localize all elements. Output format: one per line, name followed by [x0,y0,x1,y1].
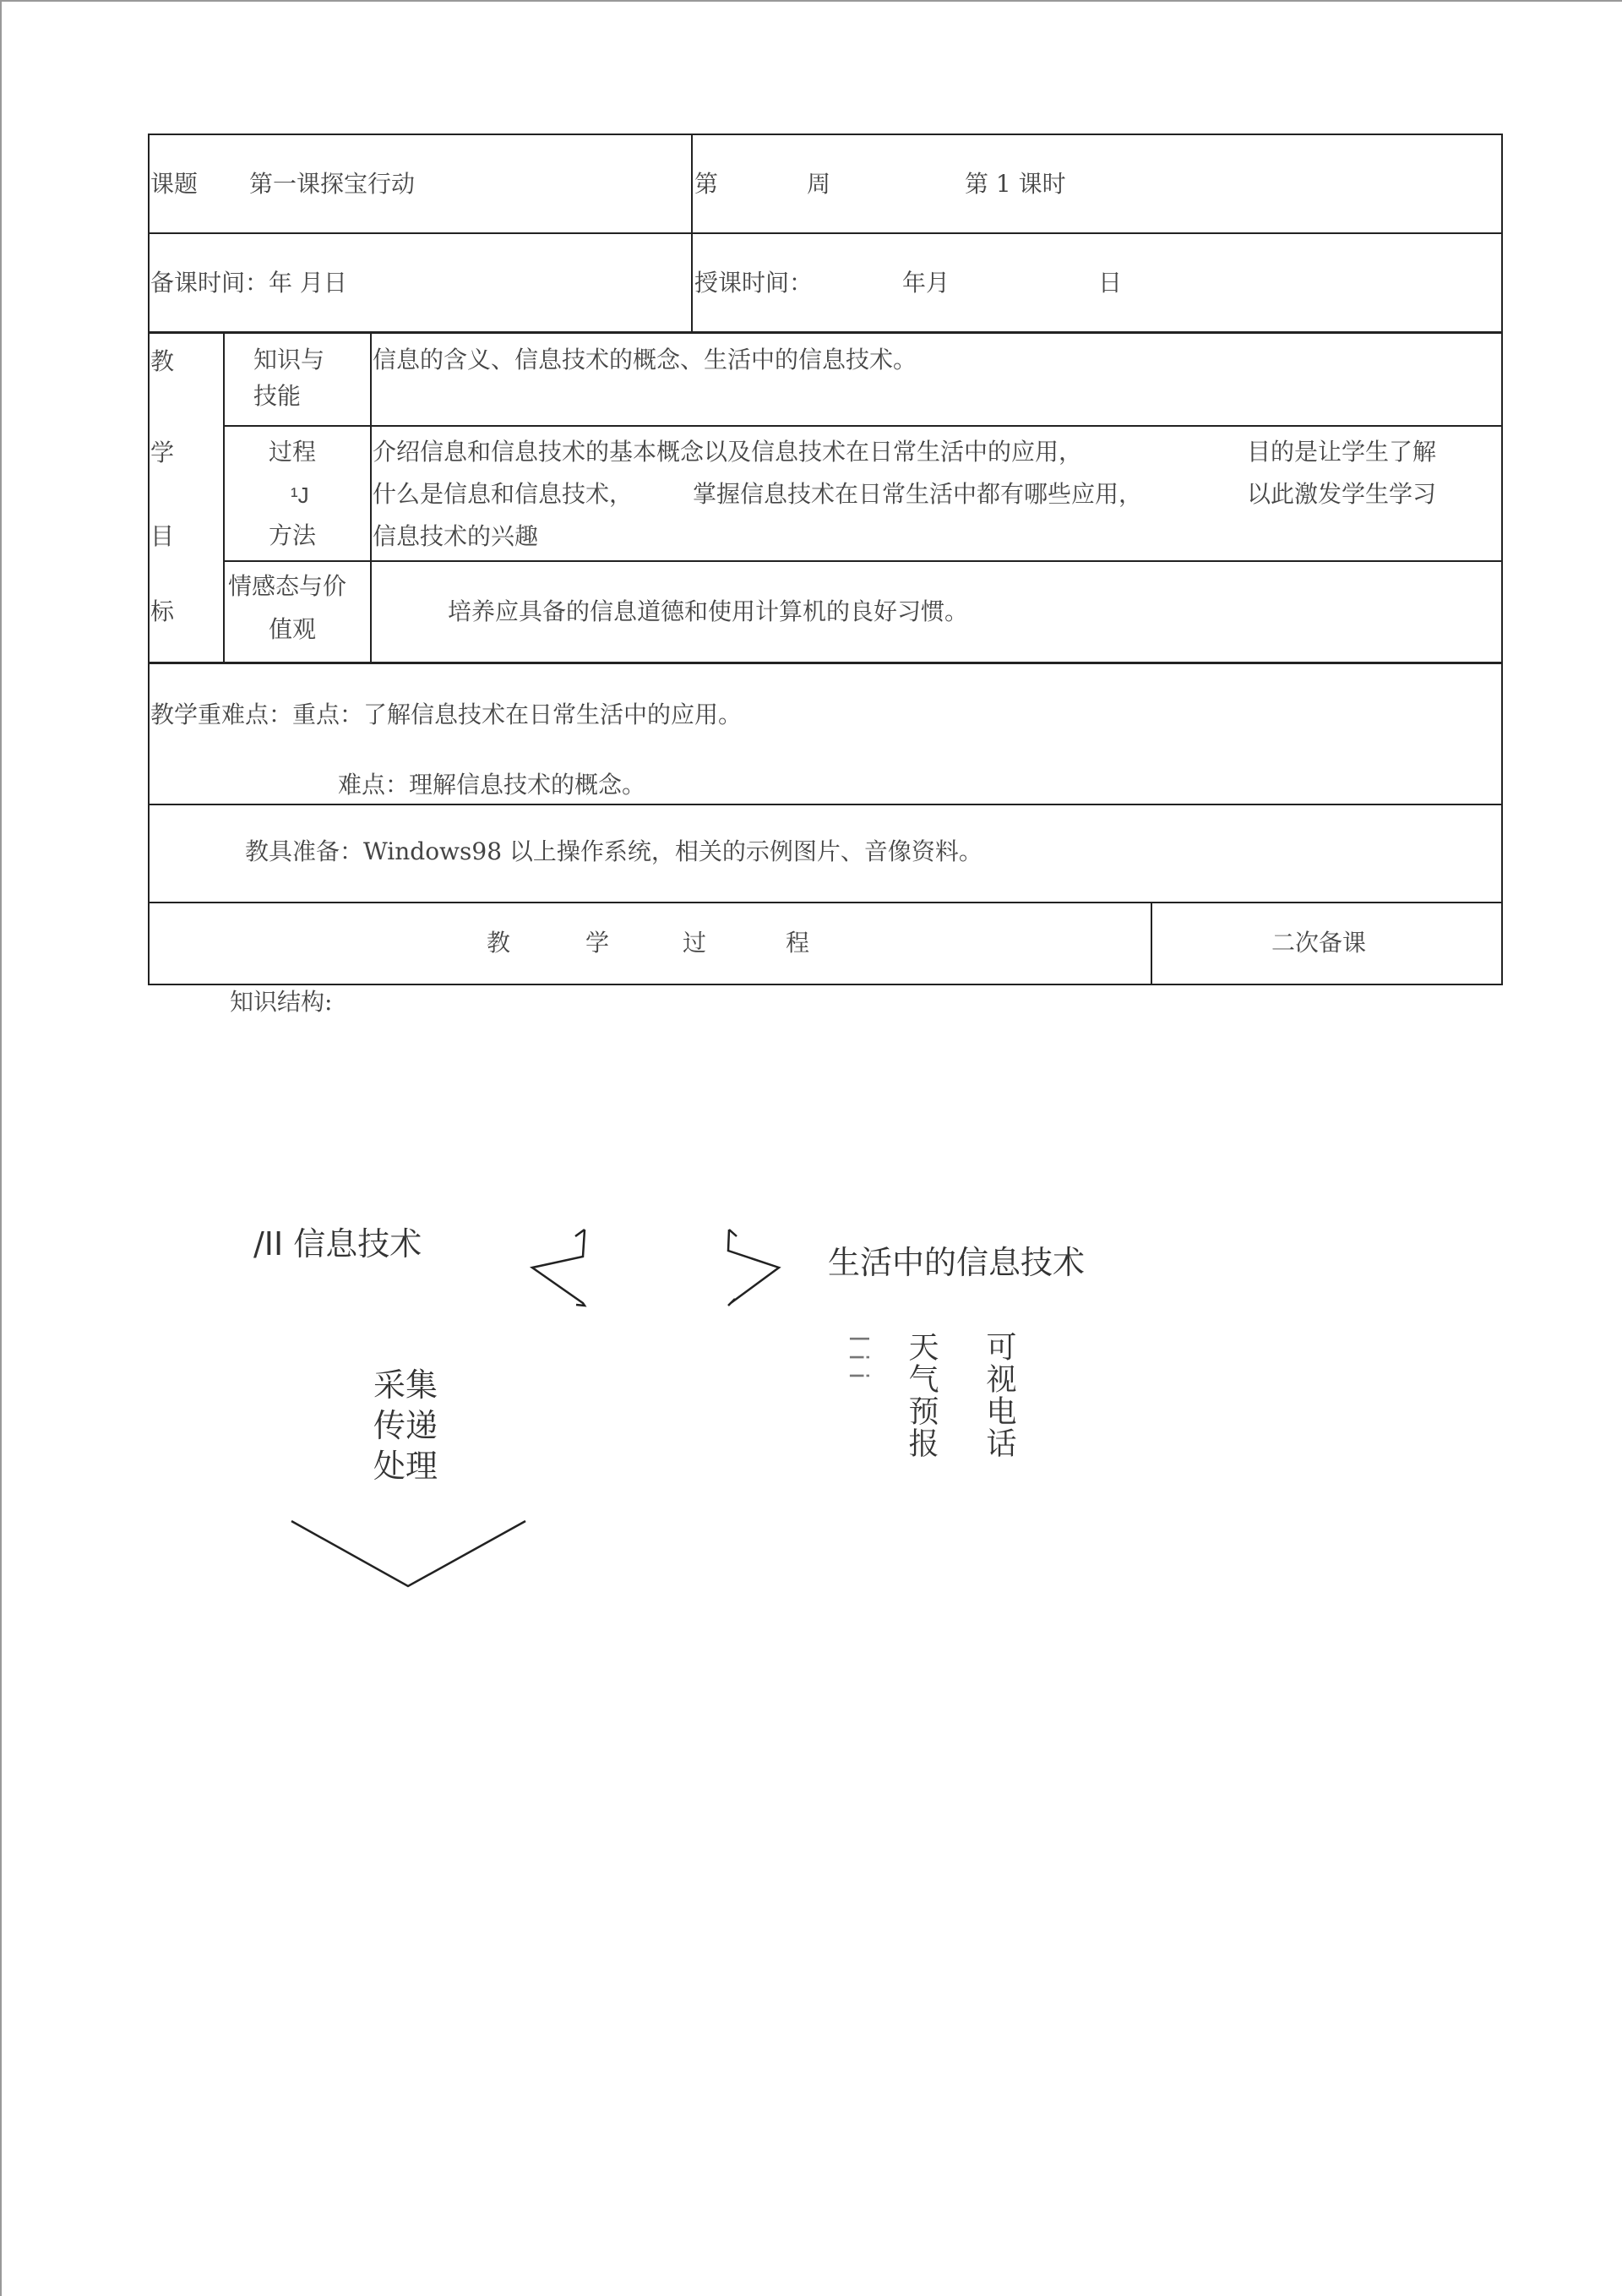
knowledge-structure-label: 知识结构: [230,988,333,1016]
process-method-label: 过程 [269,438,317,466]
info-process-item: 采集 [373,1366,438,1404]
teach-time-label: 授课时间： [694,269,814,297]
info-process-item: 传递 [373,1407,438,1444]
topic-value: 第一课探宝行动 [249,170,416,198]
process-method-content: 介绍信息和信息技术的基本概念以及信息技术在日常生活中的应用， [373,438,1083,466]
objectives-side-char: 目 [150,522,175,550]
knowledge-skill-label: 技能 [253,382,302,410]
attitude-values-label: 值观 [269,615,317,643]
attitude-values-label: 情感态与价 [228,572,347,600]
info-tech-title: /II 信息技术 [253,1225,422,1263]
week-prefix: 第 [694,170,719,198]
process-header-char: 教 [487,929,511,957]
objectives-side-char: 学 [150,439,175,466]
week-suffix: 周 [807,170,831,198]
teach-time-year-month: 年月 [902,269,950,297]
process-method-content: 什么是信息和信息技术， [373,480,634,508]
daily-info-tech-title: 生活中的信息技术 [828,1244,1086,1281]
objectives-side-char: 教 [150,347,175,375]
teach-time-day: 日 [1098,269,1123,297]
knowledge-skill-content: 信息的含义、信息技术的概念、生活中的信息技术。 [373,346,917,374]
daily-tech-example: 天气预报 [904,1331,939,1459]
second-prep-label: 二次备课 [1271,929,1367,957]
process-header-char: 学 [585,929,610,957]
attitude-values-content: 培养应具备的信息道德和使用计算机的良好习惯。 [448,597,969,625]
left-chevron-icon [532,1230,585,1306]
topic-label: 课题 [150,170,199,198]
process-header-char: 程 [786,929,810,957]
daily-tech-example: 可视电话 [982,1331,1016,1459]
daily-tech-example: l i i [843,1335,873,1382]
key-point-focus: 教学重难点：重点：了解信息技术在日常生活中的应用。 [150,701,743,728]
lesson-number: 第 1 课时 [965,170,1066,198]
down-chevron-icon [291,1521,525,1586]
info-process-item: 处理 [373,1448,438,1485]
process-method-content: 以此激发学生学习 [1247,480,1437,508]
knowledge-skill-label: 知识与 [253,346,325,374]
objectives-side-char: 标 [150,597,175,625]
process-method-content: 目的是让学生了解 [1247,438,1437,466]
right-chevron-icon [728,1230,779,1306]
process-header-char: 过 [683,929,707,957]
process-method-content: 信息技术的兴趣 [373,522,539,550]
process-method-label: 方法 [269,521,317,549]
key-point-difficulty: 难点：理解信息技术的概念。 [338,771,646,799]
teaching-tools: 教具准备：Windows98 以上操作系统，相关的示例图片、音像资料。 [245,837,982,865]
process-method-content: 掌握信息技术在日常生活中都有哪些应用， [693,480,1143,508]
prep-time: 备课时间：年 月日 [150,269,347,297]
process-method-mark: ¹J [291,483,309,508]
